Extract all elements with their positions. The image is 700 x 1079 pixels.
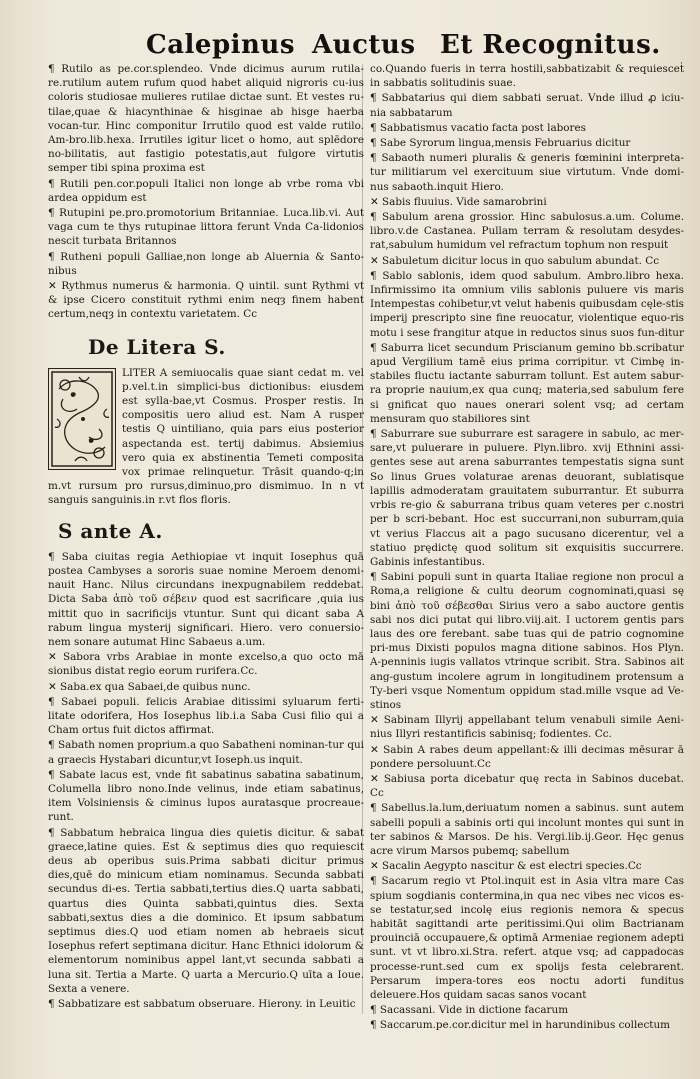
dictionary-entry: ¶ Rutili pen.cor.populi Italici non longe ab vrbe roma vbi ardea oppidum est xyxy=(48,177,364,204)
dictionary-entry: ¶ Rutheni populi Galliae,non longe ab Aluernia & Santo-nibus xyxy=(48,250,364,277)
decorated-initial-s-icon xyxy=(48,368,116,470)
dictionary-entry: ✕ Sabin A rabes deum appellant:& illi decimas mēsurar ā pondere persoluunt.Cc xyxy=(370,743,684,770)
dictionary-entry: co.Quando fueris in terra hostili,sabbatizabit & requiesceṫ in sabbatis solitudinis suae. xyxy=(370,63,684,90)
litera-block xyxy=(48,366,364,508)
dictionary-entry: ✕ Sabuletum dicitur locus in quo sabulum abundat. Cc xyxy=(370,254,660,267)
dictionary-entry: ¶ Rutupini pe.pro.promotorium Britanniae. Luca.lib.vi. Aut vaga cum te thys rutupinae littora ferunt Vnda Ca-lidonios nescit turbata Britannos xyxy=(48,207,364,248)
section-heading-litera: De Litera S. xyxy=(88,334,226,359)
dictionary-entry: ¶ Sablo sablonis, idem quod sabulum. Ambro.libro hexa. Infirmissimo ita omnium vilis sablonis puluere vis maris Intempestas cohibetur,vt velut habenis quibusdam cęle-stis imperij prescripto sine fine reuocatur, violentique equo-ris motu i sese frangitur atque in reductos sinus suos fun-ditur xyxy=(370,269,684,339)
dictionary-entry: ✕ Sabiusa porta dicebatur quę recta in Sabinos ducebat. Cc xyxy=(370,772,684,800)
dictionary-entry: ¶ Sacarum regio vt Ptol.inquit est in Asia vltra mare Cas spium sogdianis contermina,in qua nec vibes nec vicos es-se testatur,sed incolę eius regionis nemora & specus habitāt sagittandi arte peritissimi.Qui olim Bactrianam prouinciā occupauere,& optimā Armeniae regionem adepti sunt. vt vt libro.xi.Stra. refert. atque vsq; ad cappadocas processe-runt.sed cum ex spolijs festa celebrarent. Persarum impera-tores eos noctu adorti funditus deleuere.Hos quidam sacas sanos vocant xyxy=(370,875,684,1001)
dictionary-entry: ¶ Sabini populi sunt in quarta Italiae regione non procul a Roma,a religione & cultu deorum cognominati,quasi sę bini ἀπὸ τοῦ σέβεσθαι Sirius vero a sabo auctore gentis sabi nos dici putat qui libro.viij.ait. I uctorem gentis pars laus des ore ferebant. sabe tuas qui de patrio cognomine pri-mus Dixisti populos magna ditione sabinos. Hos Plyn. A-penninis iugis vallatos vtrinque scribit. Stra. Sabinos ait ang-gustum incolere agrum in longitudinem protensum a Ty-beri vsque Nomentum oppidum stad.mille vsque ad Ve-stinos xyxy=(370,571,684,711)
dictionary-entry: ¶ Sabath nomen proprium.a quo Sabatheni nominan-tur qui a graecis Hystabari dicuntur,vt Ioseph.us inquit. xyxy=(48,739,364,766)
dictionary-entry: ¶ Sabaei populi. felicis Arabiae ditissimi syluarum ferti-litate odorifera, Hos Iosephus lib.i.a Saba Cusi filio qui a Cham ortus fuit dictos affirmat. xyxy=(48,695,364,737)
dictionary-entry: ✕ Saba.ex qua Sabaei,de quibus nunc. xyxy=(48,680,251,693)
left-column xyxy=(48,62,364,1062)
litera-text: LITER A semiuocalis quae siant cedat m. vel p.vel.t.in simplici-bus dictionibus: eiusdem est sylla-bae,vt Cosmus. Prosper restis. In compositis uero aliud est. Nam A rusper testis Q uintiliano, quia pars eius posterior aspectanda est. tertij dabimus. Absiemius vero quia ex abstinentia Temeti composita vox primae relinquetur. Trāsit quando-q;in m.vt rursum pro rursus,diminuo,pro dismimuo. In n vt sanguis sanguinis.in r.vt flos floris. xyxy=(48,366,364,507)
dictionary-entry: ¶ Rutilo as pe.cor.splendeo. Vnde dicimus aurum rutila-re.rutilum autem rufum quod habet aliquid nigroris cu-ius coloris studiosae mulieres rutilae dictae sunt. Et vestes ru-tilae,quae & hiacynthinae & hisginae ab hisge haerba vocan-tur. Hinc componitur Irrutilo quod est valde rutilo. Am-bro.lib.hexa. Irrutiles igitur licet o homo, aut splēdore no-bilitatis, aut fastigio potestatis,aut fulgore virtutis semper tibi spina proxima est xyxy=(48,63,364,175)
dictionary-entry: ¶ Sabaoth numeri pluralis & generis fœminini interpreta-tur militiarum vel exercituum siue virtutum. Vnde domi-nus sabaoth.inquit Hiero. xyxy=(370,152,684,193)
dictionary-entry: ¶ Sabbatizare est sabbatum obseruare. Hierony. in Leuitic xyxy=(48,997,356,1010)
dictionary-entry: ¶ Sabellus.la.lum,deriuatum nomen a sabinus. sunt autem sabelli populi a sabinis orti qui incolunt montes qui sunt in ter sabinos & Marsos. De his. Vergi.lib.ij.Geor. Hęc genus acre virum Marsos pubemq; sabellum xyxy=(370,802,684,857)
section-heading-ante: S ante A. xyxy=(58,518,163,543)
dictionary-entry: ¶ Saccarum.pe.cor.dicitur mel in harundinibus collectum xyxy=(370,1019,670,1032)
header-right: Et Recognitus. xyxy=(440,30,661,60)
dictionary-entry: ✕ Sabinam Illyrij appellabant telum venabuli simile Aeni-nius Illyri restantificis sabinisq; fodientes. Cc. xyxy=(370,714,684,741)
running-header xyxy=(0,30,700,64)
dictionary-entry: ¶ Sabate lacus est, vnde fit sabatinus sabatina sabatinum, Columella libro nono.Inde velinus, inde etiam sabatinus, item Volsiniensis & ciminus lupos auratasque procreaue-runt. xyxy=(48,768,364,824)
header-center: Auctus xyxy=(312,30,416,60)
right-column xyxy=(370,62,684,1062)
dictionary-entry: ✕ Sabis fluuius. Vide samarobrini xyxy=(370,195,547,208)
header-left: Calepinus xyxy=(146,30,295,60)
ante-entries xyxy=(48,550,364,1012)
dictionary-entry: ¶ Saburra licet secundum Priscianum gemino bb.scribatur apud Vergilium tamē eius prima corripitur. vt Cimbę in-stabiles fluctu iactante saburram tollunt. Est autem sabur-ra proprie nauium,ex qua cunq; materia,sed sabulum fere si gnificat quo naues onerari solent vsq; ad certam mensuram quo stabiliores sint xyxy=(370,341,684,425)
left-entries xyxy=(48,62,364,322)
dictionary-entry: ¶ Sabbatum hebraica lingua dies quietis dicitur. & sabat graece,latine quies. Est & septimus dies quo requiescit deus ab operibus suis.Prima sabbati dicitur primus dies,quē do minicum etiam nominamus. Secunda sabbati secundus di-es. Tertia sabbati,tertius dies.Q uarta sabbati, quartus dies Quinta sabbati,quintus dies. Sexta sabbati,sextus dies a die dominico. Et ipsum sabbatum septimus dies.Q uod etiam nomen ab hebraeis sicut Iosephus refert septimana dicitur. Hanc Ethnici idolorum & elementorum nominibus appel lant,vt secunda sabbati a luna sit. Tertia a Marte. Q uarta a Mercurio.Q uīta a Ioue. Sexta a venere. xyxy=(48,826,364,995)
dictionary-entry: ¶ Sabulum arena grossior. Hinc sabulosus.a.um. Colume. libro.v.de Castanea. Pullam terram & resolutam desydes-rat,sabulum humidum vel refractum tophum non respuit xyxy=(370,211,684,252)
dictionary-entry: ¶ Sacassani. Vide in dictione facarum xyxy=(370,1004,569,1017)
dictionary-entry: ¶ Saba ciuitas regia Aethiopiae vt inquit Iosephus quā postea Cambyses a sororis suae nomine Meroem denomi-nauit Hanc. Nilus circundans inexpugnabilem reddebat. Dicta Saba ἀπὸ τοῦ σέβειν quod est sacrificare ,quia ius mittit quo in sacrificijs vtuntur. Sunt qui dicant saba A rabum lingua mysterij significari. Hiero. vero conuersio-nem sonare autumat Hinc Sabaeus a.um. xyxy=(48,550,364,648)
dictionary-entry: ✕ Sacalin Aegypto nascitur & est electri species.Cc xyxy=(370,860,642,873)
dictionary-entry: ✕ Sabora vrbs Arabiae in monte excelso,a quo octo mā sionibus distat regio eorum rurifera.Cc. xyxy=(48,651,364,678)
right-entries xyxy=(370,62,684,1033)
dictionary-entry: ¶ Sabe Syrorum lingua,mensis Februarius dicitur xyxy=(370,137,631,150)
dictionary-entry: ✕ Rythmus numerus & harmonia. Q uintil. sunt Rythmi vt & ipse Cicero constituit rythmi enim neqȝ finem habent certum,neqȝ in contextu varietatem. Cc xyxy=(48,280,364,321)
dictionary-entry: ¶ Sabbatismus vacatio facta post labores xyxy=(370,121,586,134)
dictionary-entry: ¶ Sabbatarius qui diem sabbati seruat. Vnde illud ꝓ iciu-nia sabbatarum xyxy=(370,92,684,119)
dictionary-entry: ¶ Saburrare sue suburrare est saragere in sabulo, ac mer-sare,vt puluerare in puluere. Plyn.libro. xvij Ethnini assi-gentes sese aut arena saburrantes tempestatis signa sunt So linus Grues volaturae arenas deuorant, sublatisque lapillis admoderatam grauitatem suburrantur. Et suburra vrbis re-gio & saburrana tribus quam veteres per c.nostri per b scri-bebant. Hoc est succurrani,non suburram,quia vt verius Flaccus ait a pago sucusano dicerentur, vel a statiuo prędictę quod solitum sit exquisitis succurrere. Gabinis infestantibus. xyxy=(370,428,684,568)
